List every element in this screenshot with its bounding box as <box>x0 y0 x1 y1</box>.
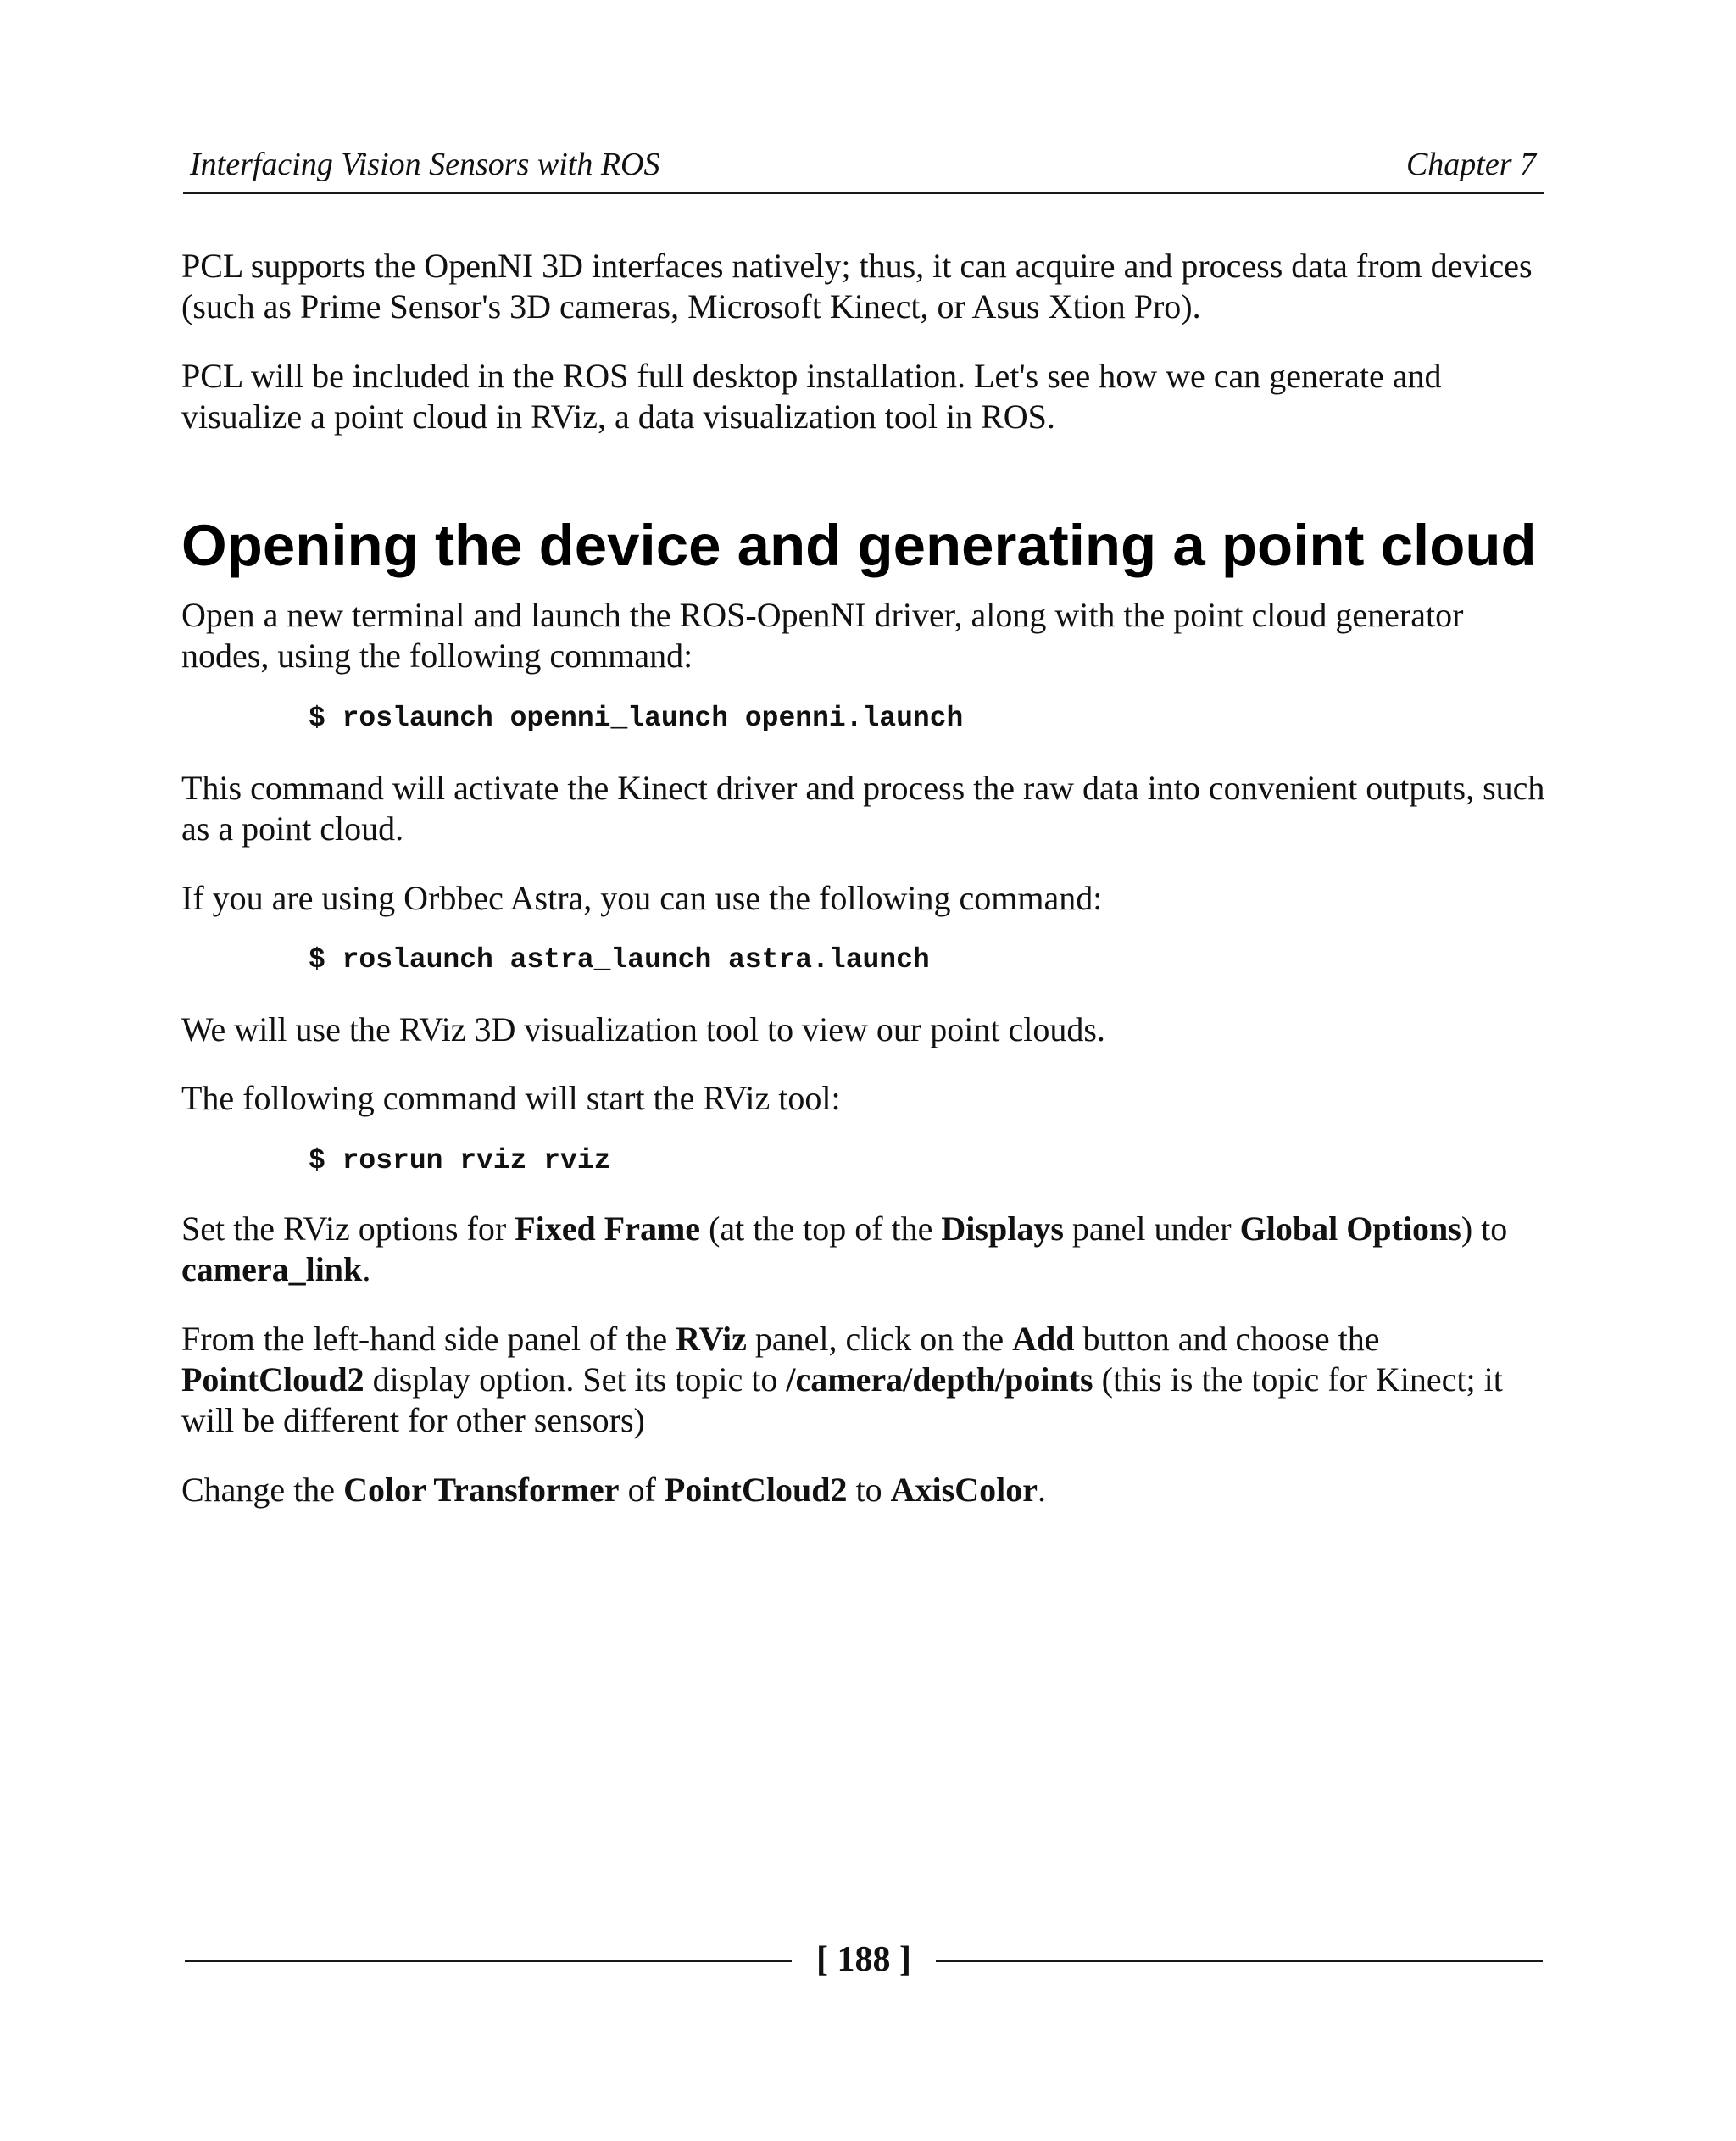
section-paragraph-4: We will use the RViz 3D visualization tool to view our point clouds. <box>181 1010 1105 1048</box>
p6-bold-global-options: Global Options <box>1239 1210 1461 1248</box>
p8-text-1: Change the <box>181 1471 344 1509</box>
p8-bold-axiscolor: AxisColor <box>890 1471 1038 1509</box>
p6-bold-fixed-frame: Fixed Frame <box>515 1210 701 1248</box>
running-header <box>183 142 1544 194</box>
p7-bold-pointcloud2: PointCloud2 <box>181 1360 364 1399</box>
p7-text-3: button and choose the <box>1074 1320 1380 1358</box>
p6-bold-camera-link: camera_link <box>181 1250 363 1288</box>
header-title: Interfacing Vision Sensors with ROS <box>190 147 660 182</box>
header-chapter: Chapter 7 <box>1405 147 1536 182</box>
p8-text-3: to <box>847 1471 891 1509</box>
command-astra-launch: $ roslaunch astra_launch astra.launch <box>309 944 930 976</box>
p6-text-5: . <box>362 1250 371 1288</box>
p7-bold-topic: /camera/depth/points <box>786 1360 1093 1399</box>
intro-paragraph-2: PCL will be included in the ROS full desktop installation. Let's see how we can generate and visualize a point cloud in RViz, a data visualization tool in ROS. <box>181 357 1442 436</box>
p6-text-2: (at the top of the <box>700 1210 942 1248</box>
p6-bold-displays: Displays <box>941 1210 1064 1248</box>
section-paragraph-5: The following command will start the RViz tool: <box>181 1079 841 1117</box>
section-heading: Opening the device and generating a point cloud <box>181 513 1537 578</box>
section-paragraph-1: Open a new terminal and launch the ROS-OpenNI driver, along with the point cloud generator nodes, using the following command: <box>181 596 1464 675</box>
section-paragraph-7 <box>181 1319 1555 1441</box>
p8-text-4: . <box>1037 1471 1046 1509</box>
intro-paragraph-1: PCL supports the OpenNI 3D interfaces natively; thus, it can acquire and process data from devices (such as Prime Sensor's 3D cameras, Microsoft Kinect, or Asus Xtion Pro). <box>181 247 1533 325</box>
section-paragraph-3: If you are using Orbbec Astra, you can use the following command: <box>181 879 1103 917</box>
p8-bold-pointcloud2: PointCloud2 <box>664 1471 848 1509</box>
section-paragraph-8 <box>181 1470 1555 1510</box>
p6-text-4: ) to <box>1461 1210 1508 1248</box>
p7-text-4: display option. Set its topic to <box>364 1360 787 1399</box>
p7-text-5: (this is the topic for Kinect; it will be different for other sensors) <box>181 1360 1503 1439</box>
p8-text-2: of <box>619 1471 665 1509</box>
footer-rule-right <box>936 1960 1543 1962</box>
p7-bold-add: Add <box>1012 1320 1075 1358</box>
command-rviz: $ rosrun rviz rviz <box>309 1145 611 1176</box>
p6-text-1: Set the RViz options for <box>181 1210 515 1248</box>
p7-bold-rviz: RViz <box>676 1320 747 1358</box>
section-paragraph-2: This command will activate the Kinect driver and process the raw data into convenient outputs, such as a point cloud. <box>181 769 1545 848</box>
p6-text-3: panel under <box>1063 1210 1240 1248</box>
section-paragraph-6 <box>181 1209 1555 1290</box>
footer-rule-left <box>185 1960 792 1962</box>
page-number: [ 188 ] <box>816 1940 911 1979</box>
command-openni-launch: $ roslaunch openni_launch openni.launch <box>309 703 964 734</box>
p8-bold-color-transformer: Color Transformer <box>343 1471 620 1509</box>
p7-text-2: panel, click on the <box>746 1320 1013 1358</box>
p7-text-1: From the left-hand side panel of the <box>181 1320 676 1358</box>
